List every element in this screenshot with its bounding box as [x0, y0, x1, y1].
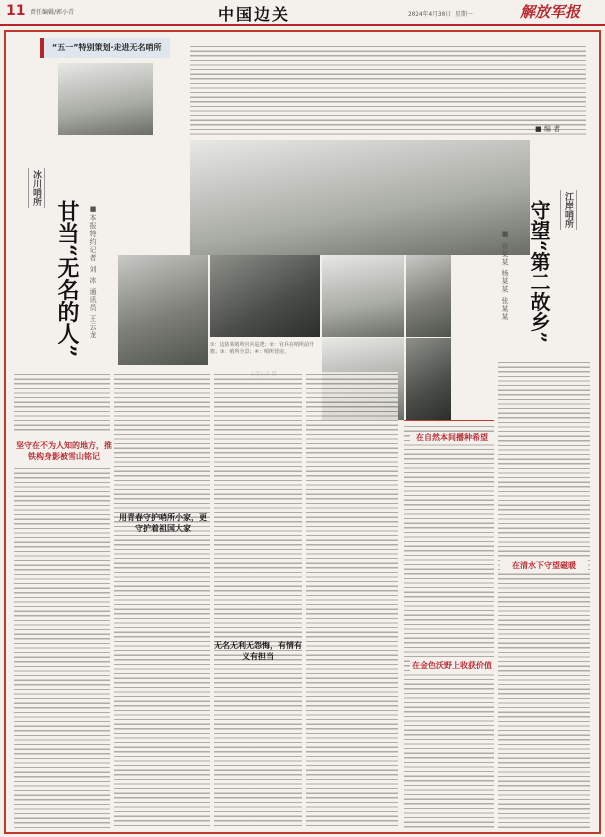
photo-patrol [118, 255, 208, 365]
photo-soldiers [406, 338, 451, 420]
photo-outpost [322, 255, 404, 337]
feature-banner: “五一”特别策划·走进无名哨所 [40, 38, 170, 58]
main-photo [190, 140, 530, 255]
left-col-4-text [306, 372, 398, 828]
left-col-1-text-b [14, 466, 110, 828]
portrait-photo [58, 63, 153, 135]
right-series-tag: 江岸哨所 [560, 190, 577, 230]
right-subhead-2: 在金色沃野上收获价值 [412, 661, 492, 670]
photo-barracks [406, 255, 451, 337]
left-series-tag: 冰川哨所 [28, 168, 45, 208]
left-col-2-text [114, 372, 210, 828]
left-story-byline: ■本报特约记者 刘 冰 通讯员 王云龙 [89, 205, 97, 339]
right-col-2-text [498, 360, 590, 828]
right-story-byline: ■ 崔某某 杨某某 张某某 [501, 230, 509, 321]
photo-flag [210, 255, 320, 337]
newspaper-logo: 解放军报 [520, 3, 581, 21]
left-col-1-text [14, 372, 110, 434]
left-story-title: 甘当“无名的人” [54, 200, 80, 358]
issue-date: 2024年4月30日 星期一 [408, 11, 473, 18]
right-col-1-text [404, 424, 494, 828]
page-number: 11 [6, 3, 26, 19]
left-subhead-1: 坚守在不为人知的地方，推铁构身影被雪山铭记 [16, 441, 112, 461]
right-subhead-3: 在清水下守望磁暖 [500, 560, 588, 571]
left-subhead-3: 无名无利无怨悔，有情有义有担当 [214, 641, 302, 661]
right-story-title: 守望“第二故乡” [527, 200, 551, 344]
editor-credit: 责任编辑/郭小青 [30, 9, 75, 16]
intro-sign: ■ 编 者 [535, 125, 561, 133]
masthead [0, 0, 605, 26]
intro-text [190, 44, 586, 136]
right-subhead-1: 在自然本间播种希望 [410, 432, 494, 443]
left-col-3-text [214, 372, 302, 828]
section-title: 中国边关 [218, 5, 291, 24]
divider-rule [404, 420, 494, 421]
photo-caption: ①：边防某哨所官兵巡逻；②：官兵在哨所前升旗；③：哨所全景；④：哨所营房。 [210, 342, 314, 355]
left-subhead-2: 用青春守护哨所小家，更守护着祖国大家 [119, 513, 207, 533]
